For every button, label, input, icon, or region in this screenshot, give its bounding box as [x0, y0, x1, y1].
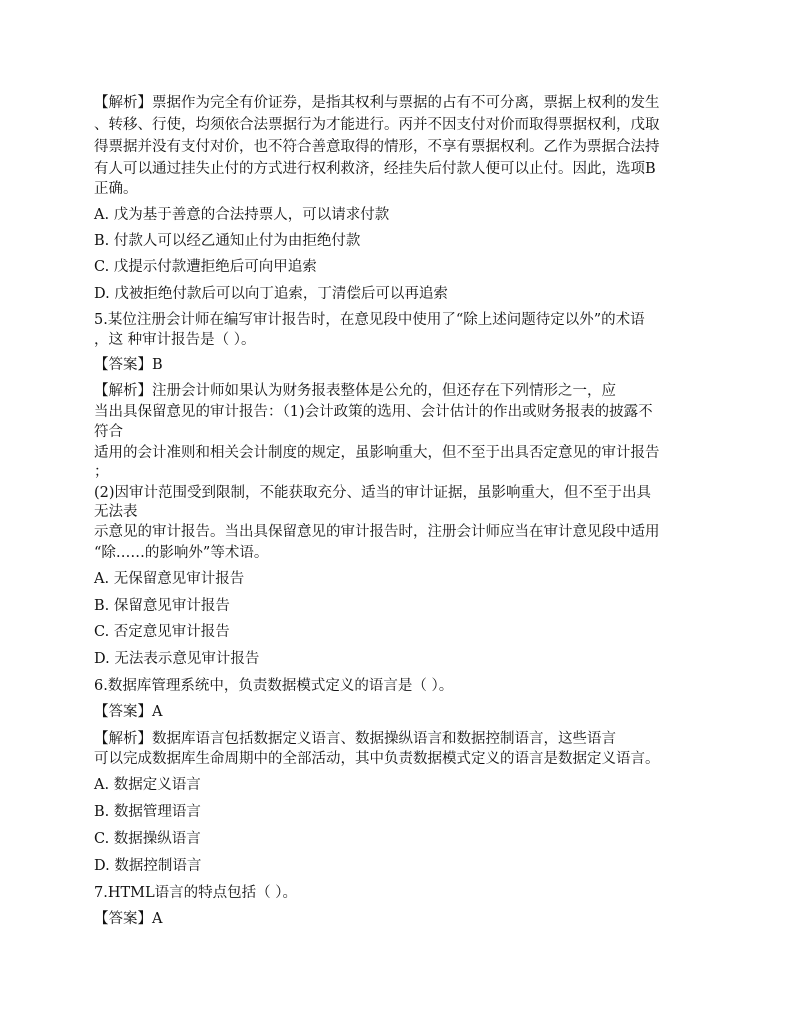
- analysis-text-line: “除……的影响外”等术语。: [94, 545, 269, 561]
- analysis-text-line: 适用的会计准则和相关会计制度的规定，虽影响重大，但不至于出具否定意见的审计报告: [94, 445, 660, 461]
- option-line: A. 无保留意见审计报告: [94, 571, 245, 587]
- option-line: A. 数据定义语言: [94, 777, 201, 793]
- option-line: A. 戊为基于善意的合法持票人，可以请求付款: [94, 207, 390, 223]
- option-line: C. 数据操纵语言: [94, 831, 201, 847]
- option-line: D. 无法表示意见审计报告: [94, 651, 260, 667]
- answer-line: 【答案】A: [94, 704, 163, 720]
- analysis-text-line: 无法表: [94, 504, 138, 520]
- analysis-text-line: 可以完成数据库生命周期中的全部活动，其中负责数据模式定义的语言是数据定义语言。: [94, 751, 660, 767]
- question-line: 5.某位注册会计师在编写审计报告时，在意见段中使用了“除上述问题待定以外”的术语: [94, 312, 645, 328]
- option-line: D. 数据控制语言: [94, 858, 202, 874]
- option-line: B. 付款人可以经乙通知止付为由拒绝付款: [94, 233, 361, 249]
- analysis-text-line: 当出具保留意见的审计报告：（1)会计政策的选用、会计估计的作出或财务报表的披露不: [94, 404, 653, 420]
- option-line: B. 保留意见审计报告: [94, 598, 230, 614]
- answer-line: 【答案】B: [94, 357, 163, 373]
- analysis-text-line: 【解析】数据库语言包括数据定义语言、数据操纵语言和数据控制语言，这些语言: [94, 731, 616, 747]
- question-line: 6.数据库管理系统中，负责数据模式定义的语言是（ ）。: [94, 678, 454, 694]
- analysis-text-line: ；: [94, 464, 109, 480]
- question-line: ，这 种审计报告是（ ）。: [94, 332, 256, 348]
- option-line: B. 数据管理语言: [94, 804, 201, 820]
- analysis-text-line: 正确。: [94, 181, 138, 197]
- analysis-text-line: 有人可以通过挂失止付的方式进行权利救济，经挂失后付款人便可以止付。因此，选项B: [94, 161, 656, 177]
- option-line: D. 戊被拒绝付款后可以向丁追索，丁清偿后可以再追索: [94, 286, 448, 302]
- analysis-text-line: 【解析】注册会计师如果认为财务报表整体是公允的，但还存在下列情形之一，应: [94, 383, 616, 399]
- analysis-text-line: (2)因审计范围受到限制，不能获取充分、适当的审计证据，虽影响重大，但不至于出具: [94, 485, 652, 501]
- option-line: C. 戊提示付款遭拒绝后可向甲追索: [94, 259, 317, 275]
- analysis-text-line: 得票据并没有支付对价，也不符合善意取得的情形，不享有票据权利。乙作为票据合法持: [94, 139, 660, 155]
- analysis-text-line: 示意见的审计报告。当出具保留意见的审计报告时，注册会计师应当在审计意见段中适用: [94, 524, 660, 540]
- analysis-text-line: 、转移、行使，均须依合法票据行为才能进行。丙并不因支付对价而取得票据权利，戊取: [94, 117, 660, 133]
- analysis-text-line: 【解析】票据作为完全有价证券，是指其权利与票据的占有不可分离，票据上权利的发生: [94, 95, 660, 111]
- option-line: C. 否定意见审计报告: [94, 624, 230, 640]
- analysis-text-line: 符合: [94, 424, 123, 440]
- answer-line: 【答案】A: [94, 911, 163, 927]
- question-line: 7.HTML语言的特点包括（ ）。: [94, 885, 297, 901]
